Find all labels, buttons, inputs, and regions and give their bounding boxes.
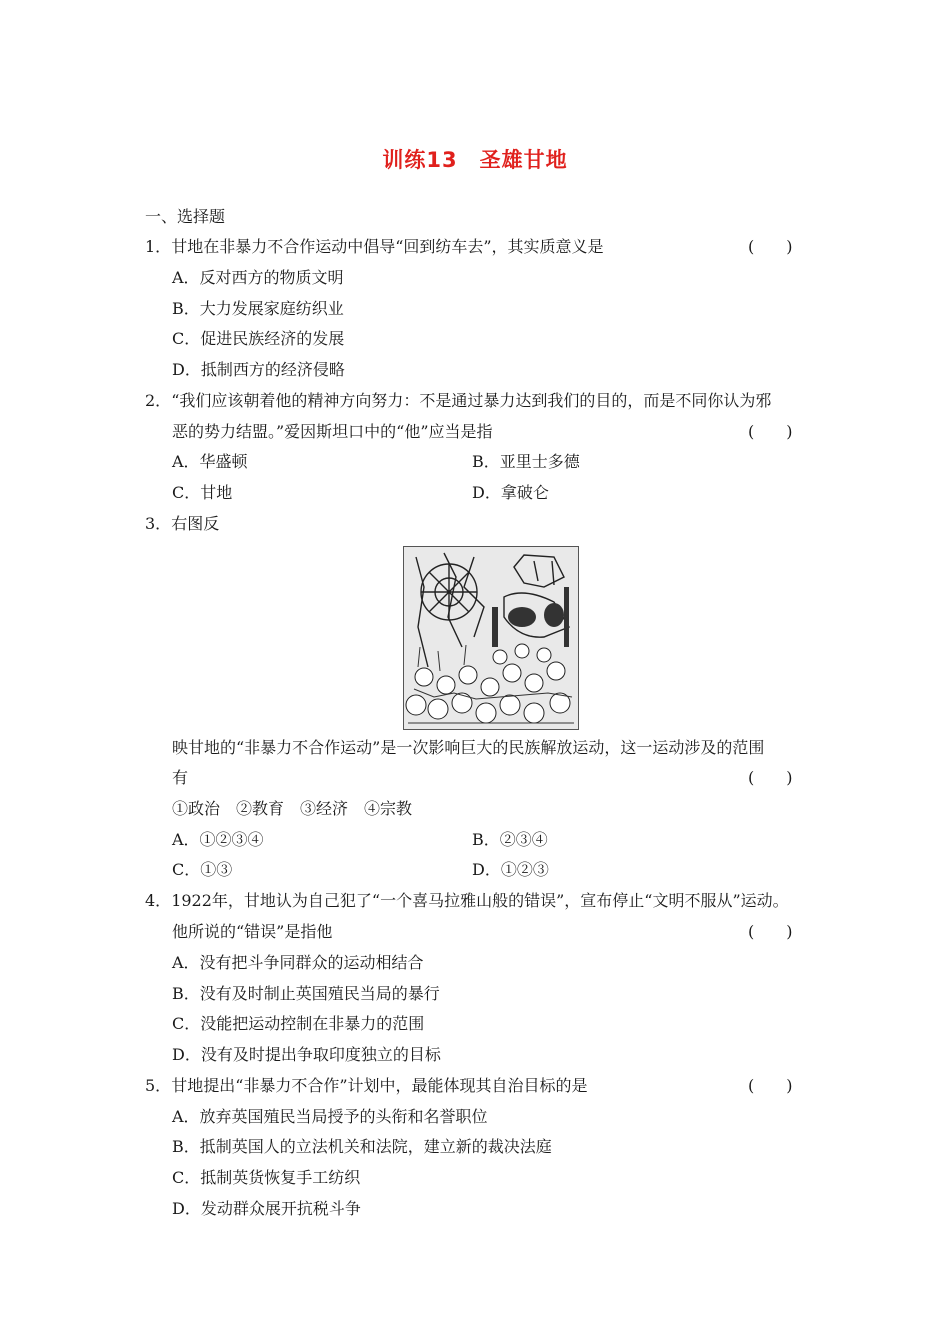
- question-4-option-a: A．没有把斗争同群众的运动相结合: [172, 953, 424, 972]
- question-3-option-b: B．②③④: [472, 830, 548, 849]
- question-4-option-b: B．没有及时制止英国殖民当局的暴行: [172, 984, 440, 1003]
- question-4-option-c: C．没能把运动控制在非暴力的范围: [172, 1014, 425, 1033]
- question-4-option-d: D．没有及时提出争取印度独立的目标: [172, 1045, 441, 1064]
- question-5-option-d: D．发动群众展开抗税斗争: [172, 1199, 361, 1218]
- historical-illustration: [403, 546, 579, 730]
- question-3-stem-line-3: 有: [172, 768, 189, 787]
- question-3-stem-line-1: 3．右图反: [145, 514, 220, 533]
- answer-bracket-3: ( ): [748, 768, 793, 787]
- question-4-stem-line-1: 4．1922年，甘地认为自己犯了“一个喜马拉雅山般的错误”，宣布停止“文明不服从”运动。: [145, 891, 789, 910]
- question-2-stem-line-2: 恶的势力结盟。”爱因斯坦口中的“他”应当是指: [172, 422, 493, 441]
- question-1-stem: 1．甘地在非暴力不合作运动中倡导“回到纺车去”，其实质意义是: [145, 237, 604, 256]
- question-1-option-a: A．反对西方的物质文明: [172, 268, 344, 287]
- question-5-stem: 5．甘地提出“非暴力不合作”计划中，最能体现其自治目标的是: [145, 1076, 588, 1095]
- question-3-items: ①政治 ②教育 ③经济 ④宗教: [172, 799, 413, 818]
- question-2-option-a: A．华盛顿: [172, 452, 248, 471]
- crowd-scene-illustration: [404, 547, 578, 729]
- question-5-option-a: A．放弃英国殖民当局授予的头衔和名誉职位: [172, 1107, 488, 1126]
- title-sub: 圣雄甘地: [479, 148, 568, 172]
- answer-bracket-4: ( ): [748, 922, 793, 941]
- question-5-option-c: C．抵制英货恢复手工纺织: [172, 1168, 361, 1187]
- question-2-option-d: D．拿破仑: [472, 483, 549, 502]
- question-2-option-b: B．亚里士多德: [472, 452, 580, 471]
- title-main: 训练13: [382, 148, 458, 172]
- question-4-stem-line-2: 他所说的“错误”是指他: [172, 922, 333, 941]
- question-1-option-b: B．大力发展家庭纺织业: [172, 299, 344, 318]
- question-3-option-a: A．①②③④: [172, 830, 264, 849]
- answer-bracket-5: ( ): [748, 1076, 793, 1095]
- page-title: [0, 144, 950, 174]
- question-2-stem-line-1: 2．“我们应该朝着他的精神方向努力：不是通过暴力达到我们的目的，而是不同你认为邪: [145, 391, 772, 410]
- answer-bracket-1: ( ): [748, 237, 793, 256]
- question-2-option-c: C．甘地: [172, 483, 233, 502]
- section-heading: 一、选择题: [145, 207, 226, 226]
- answer-bracket-2: ( ): [748, 422, 793, 441]
- question-3-option-c: C．①③: [172, 860, 233, 879]
- question-1-option-d: D．抵制西方的经济侵略: [172, 360, 345, 379]
- question-3-stem-line-2: 映甘地的“非暴力不合作运动”是一次影响巨大的民族解放运动，这一运动涉及的范围: [172, 738, 765, 757]
- question-1-option-c: C．促进民族经济的发展: [172, 329, 345, 348]
- question-5-option-b: B．抵制英国人的立法机关和法院，建立新的裁决法庭: [172, 1137, 552, 1156]
- question-3-option-d: D．①②③: [472, 860, 549, 879]
